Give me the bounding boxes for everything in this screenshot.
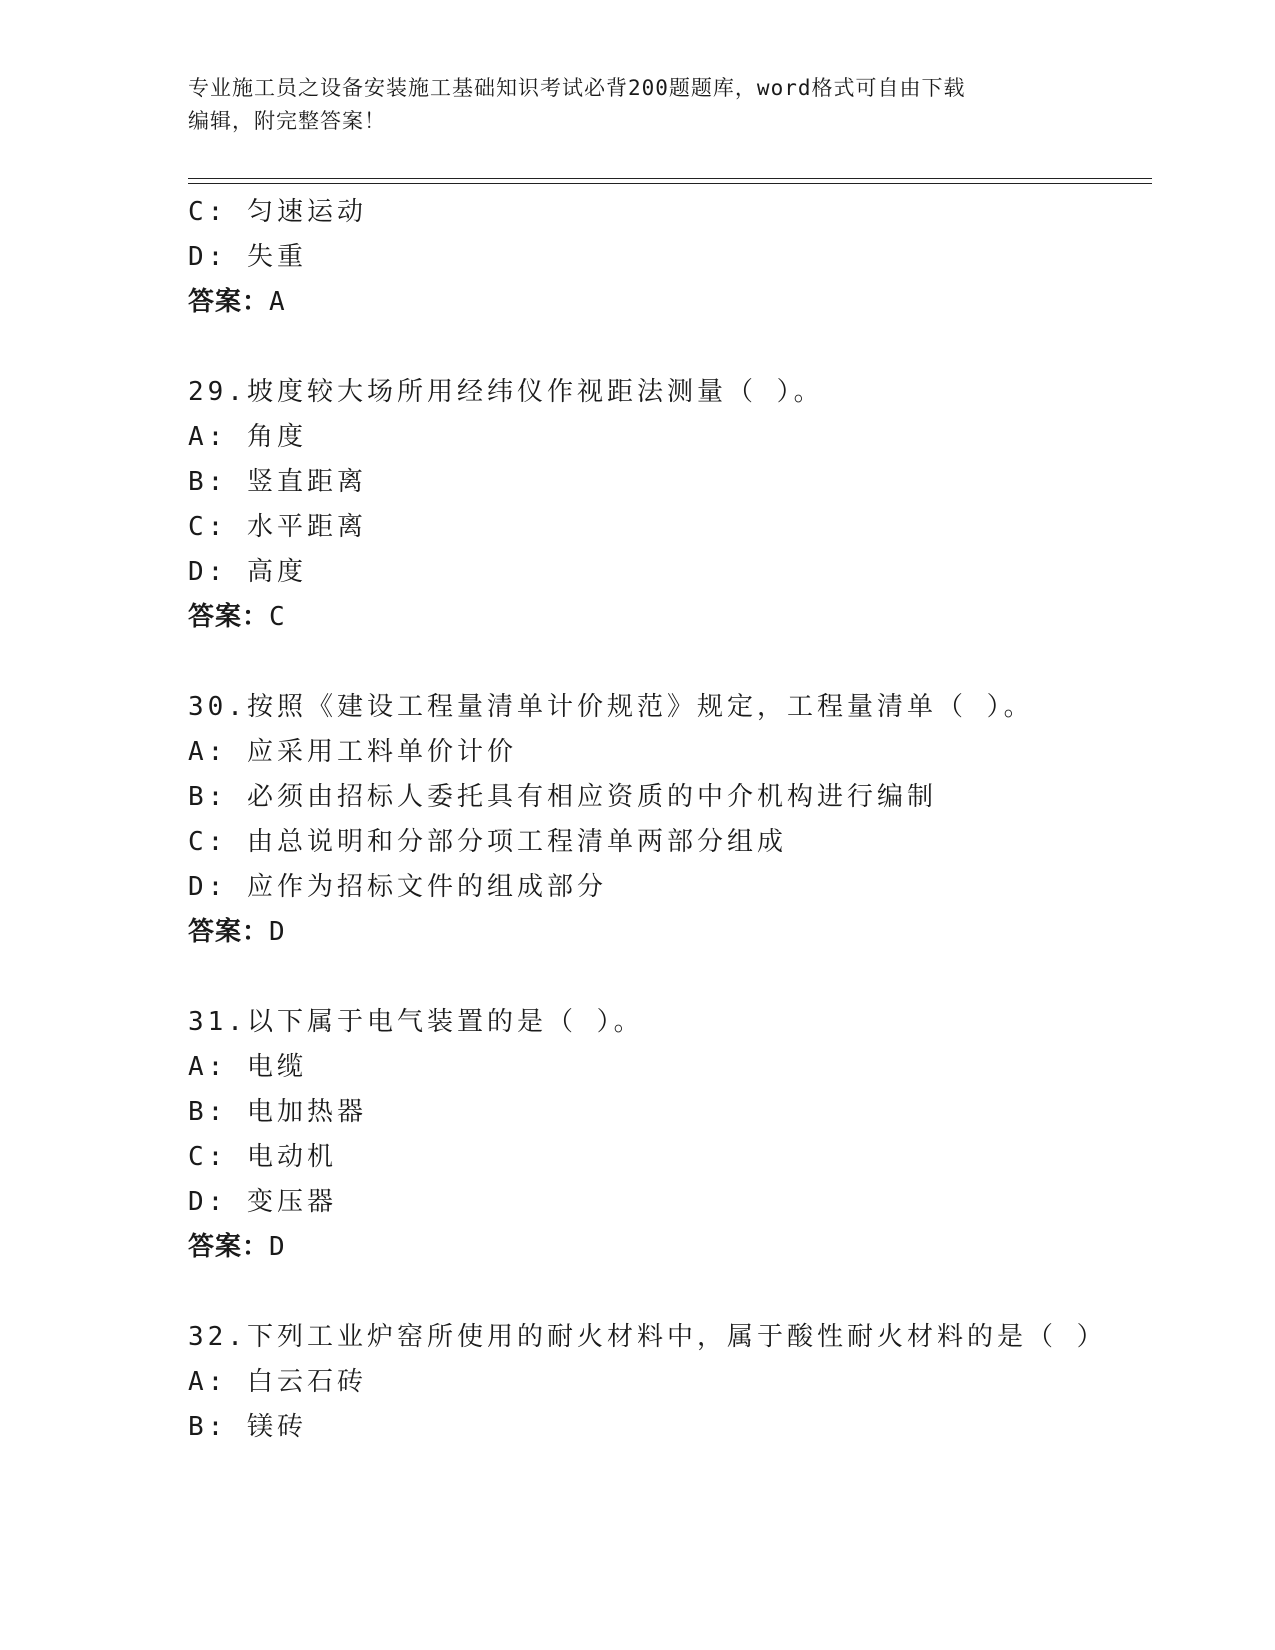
option-a: A: 角度	[188, 422, 307, 452]
answer-line	[188, 1225, 1148, 1270]
answer-line	[188, 910, 1148, 955]
question-28-continuation	[188, 190, 1148, 325]
answer-value: D	[269, 917, 286, 947]
option-c: C: 水平距离	[188, 512, 367, 542]
question-31	[188, 1000, 1148, 1270]
question-stem: 31.以下属于电气装置的是（ ）。	[188, 1007, 644, 1037]
option-c: C: 电动机	[188, 1142, 337, 1172]
option-b: B: 镁砖	[188, 1412, 307, 1442]
document-header	[188, 72, 1068, 138]
header-divider-bottom	[188, 183, 1152, 184]
answer-label: 答案：	[188, 287, 270, 317]
answer-value: C	[269, 602, 286, 632]
option-a: A: 应采用工料单价计价	[188, 737, 517, 767]
answer-label: 答案：	[188, 602, 270, 632]
option-d: D: 应作为招标文件的组成部分	[188, 872, 607, 902]
question-stem: 30.按照《建设工程量清单计价规范》规定，工程量清单（ ）。	[188, 692, 1034, 722]
header-divider-top	[188, 178, 1152, 179]
header-title-line-1: 专业施工员之设备安装施工基础知识考试必背200题题库，word格式可自由下载	[188, 76, 966, 100]
question-29	[188, 370, 1148, 640]
question-30	[188, 685, 1148, 955]
option-d: D: 变压器	[188, 1187, 337, 1217]
question-stem: 29.坡度较大场所用经纬仪作视距法测量（ ）。	[188, 377, 824, 407]
option-c: C: 由总说明和分部分项工程清单两部分组成	[188, 827, 787, 857]
option-c: C: 匀速运动	[188, 197, 367, 227]
question-list	[188, 190, 1148, 1450]
answer-label: 答案：	[188, 1232, 270, 1262]
option-b: B: 电加热器	[188, 1097, 367, 1127]
question-32	[188, 1315, 1148, 1450]
answer-label: 答案：	[188, 917, 270, 947]
option-a: A: 白云石砖	[188, 1367, 367, 1397]
option-b: B: 必须由招标人委托具有相应资质的中介机构进行编制	[188, 782, 937, 812]
question-stem: 32.下列工业炉窑所使用的耐火材料中，属于酸性耐火材料的是（ ）	[188, 1322, 1107, 1352]
answer-line	[188, 280, 1148, 325]
answer-value: D	[269, 1232, 286, 1262]
header-title-line-2: 编辑，附完整答案！	[188, 109, 386, 133]
option-d: D: 失重	[188, 242, 307, 272]
answer-line	[188, 595, 1148, 640]
option-d: D: 高度	[188, 557, 307, 587]
option-a: A: 电缆	[188, 1052, 307, 1082]
answer-value: A	[269, 287, 286, 317]
option-b: B: 竖直距离	[188, 467, 367, 497]
